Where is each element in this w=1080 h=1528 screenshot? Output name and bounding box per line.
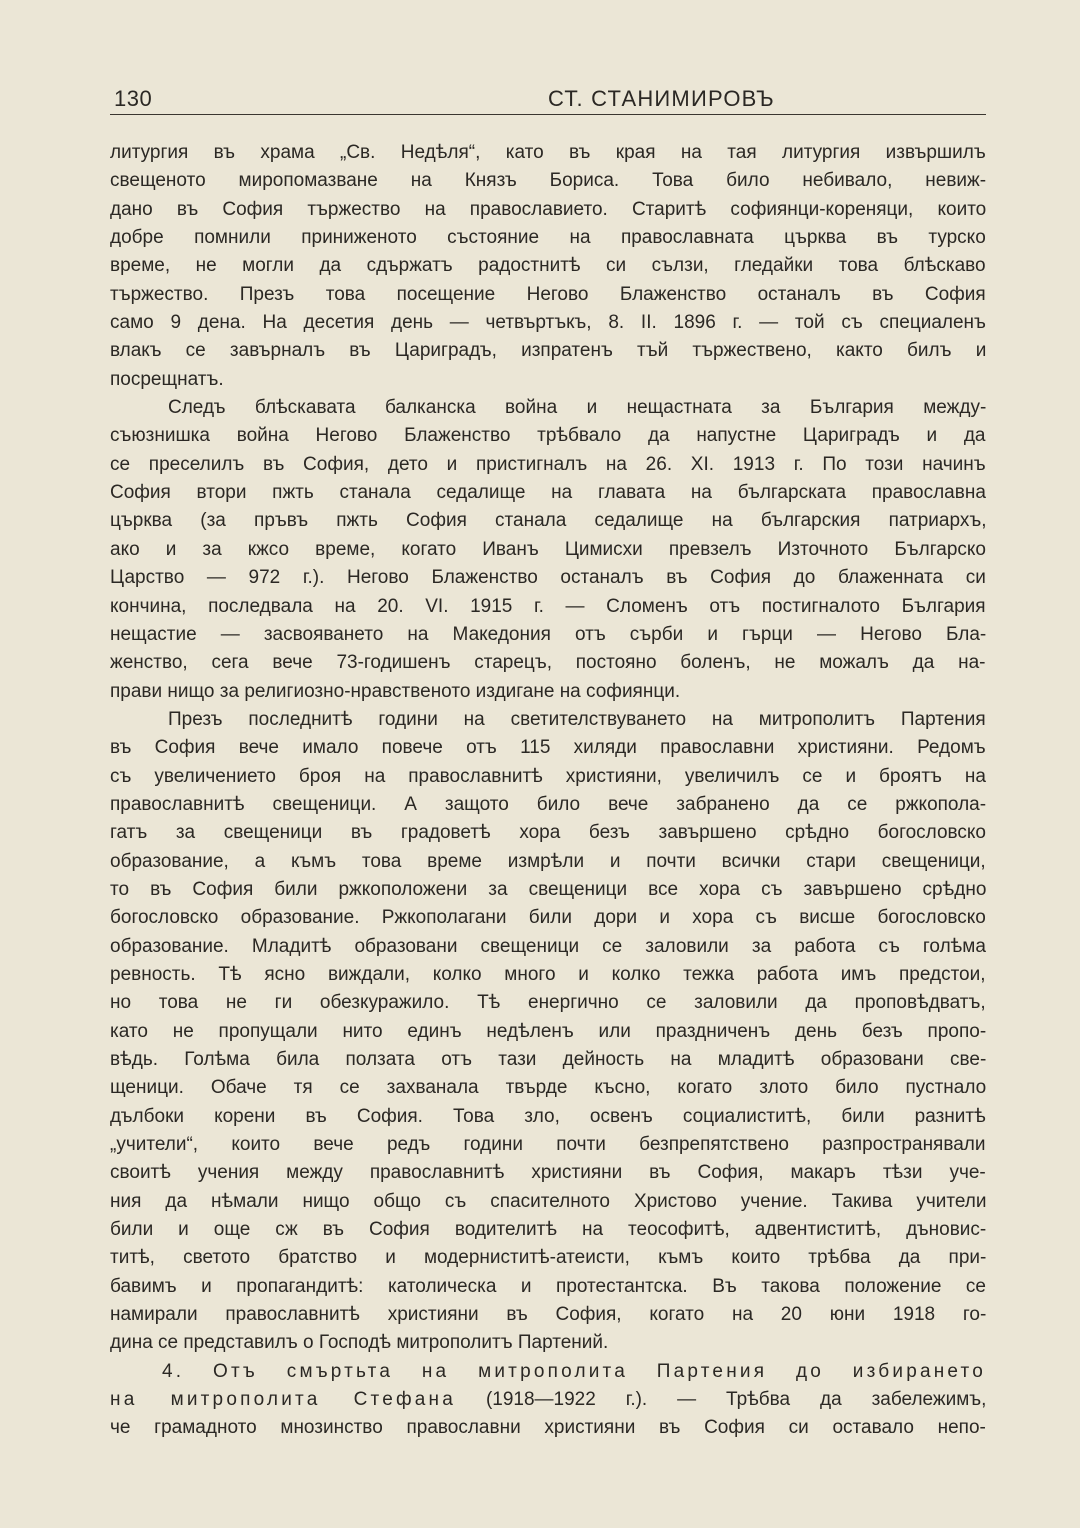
text-line: нещастие — засвояването на Македония отъ сърби и гърци — Негово Бла- <box>110 623 987 645</box>
text-line: дано въ София тържество на православието. Старитѣ софиянци-кореняци, които <box>110 198 987 220</box>
text-line: своитѣ учения между православнитѣ християни въ София, макаръ тѣзи уче- <box>110 1162 986 1184</box>
text-line: време, не могли да сдържатъ радостнитѣ си сълзи, гледайки това блѣскаво <box>110 255 986 277</box>
text-line: София втори пжть станала седалище на главата на българската православна <box>110 482 986 504</box>
text-line: образование, а къмъ това време измрѣли и почти всички стари свещеници, <box>110 850 986 872</box>
text-line: гатъ за свещеници въ градоветѣ хора безъ завършено срѣдно богословско <box>110 822 986 844</box>
text-line: дина се представилъ о Господѣ митрополитъ Партений. <box>110 1332 609 1354</box>
running-head: СТ. СТАНИМИРОВЪ <box>548 86 775 111</box>
text-line: добре помнили приниженото състояние на православната църква въ турско <box>110 227 986 249</box>
text-line: въ София вече имало повече отъ 115 хиляди православни християни. Редомъ <box>110 737 986 759</box>
text-line: титѣ, светото братство и модерниститѣ-атеисти, къмъ които трѣбва да при- <box>110 1247 987 1269</box>
text-line: влакъ се завърналъ въ Цариградъ, изпратенъ тъй тържествено, както билъ и <box>110 340 987 362</box>
text-line: като не пропущали нито единъ недѣленъ или праздниченъ день безъ пропо- <box>110 1020 987 1042</box>
text-line: литургия въ храма „Св. Недѣля“, като въ края на тая литургия извършилъ <box>110 142 986 163</box>
text-line: ако и за кжсо време, когато Иванъ Цимисхи превзелъ Източното Българско <box>110 538 986 560</box>
text-line: се преселилъ въ София, дето и пристигналъ на 26. XI. 1913 г. По този начинъ <box>110 453 986 475</box>
text-line: че грамадното мнозинство православни християни въ София си оставало непо- <box>110 1417 986 1439</box>
text-line: ревность. Тѣ ясно виждали, колко много и колко тежка работа имъ предстои, <box>110 963 986 985</box>
text-line: „учители“, които вече редъ години почти безпрепятствено разпространявали <box>110 1134 986 1156</box>
text-line: съюзнишка война Негово Блаженство трѣбвало да напустне Цариградъ и да <box>110 425 986 447</box>
text-line: ния да нѣмали нищо общо съ спасителното Христово учение. Такива учители <box>110 1190 987 1212</box>
text-line: женство, сега вече 73-годишенъ старецъ, постояно боленъ, не можалъ да на- <box>110 652 986 674</box>
text-line: съ увеличението броя на православнитѣ християни, увеличилъ се и броятъ на <box>110 765 986 787</box>
page-number: 130 <box>114 86 153 111</box>
section-heading-rest: (1918—1922 г.). — Трѣбва да забележимъ, <box>456 1389 987 1411</box>
text-line: то въ София били ржкоположени за свещеници все хора съ завършено срѣдно <box>110 878 987 900</box>
text-line: посрещнатъ. <box>110 368 224 390</box>
text-line: дълбоки корени въ София. Това зло, освенъ социалиститѣ, били разнитѣ <box>110 1105 986 1127</box>
text-line: били и още сж въ София водителитѣ на теософитѣ, адвентиститѣ, дъновис- <box>110 1219 987 1241</box>
text-line: вѣдь. Голѣма била ползата отъ тази дейность на младитѣ образовани све- <box>110 1049 987 1070</box>
body-text <box>110 139 986 1443</box>
text-line: бавимъ и пропагандитѣ: католическа и протестантска. Въ такова положение се <box>110 1275 986 1297</box>
paragraph-start-line: Следъ блѣскавата балканска война и нещастната за България между- <box>168 397 987 419</box>
text-line: но това не ги обезкуражило. Тѣ енергично се заловили да проповѣдватъ, <box>110 992 986 1014</box>
text-line: прави нищо за религиозно-нравственото издигане на софиянци. <box>110 680 681 702</box>
text-line: богословско образование. Ржкополагани били дори и хора съ висше богословско <box>110 907 986 929</box>
text-line: образование. Младитѣ образовани свещеници се заловили за работа съ голѣма <box>110 935 986 957</box>
text-line: църква (за пръвъ пжть София станала седалище на българския патриархъ, <box>110 510 987 532</box>
page-header <box>110 84 986 115</box>
text-line: тържество. Презъ това посещение Негово Блаженство останалъ въ София <box>110 283 986 305</box>
text-line: само 9 дена. На десетия день — четвъртъкъ, 8. II. 1896 г. — той съ специаленъ <box>110 312 986 334</box>
text-line: православнитѣ свещеници. А защото било вече забранено да се ржкопола- <box>110 793 987 815</box>
text-line: свещеното миропомазване на Князъ Бориса. Това било небивало, невиж- <box>110 170 987 192</box>
text-line: кончина, последвала на 20. VI. 1915 г. — Сломенъ отъ постигналото България <box>110 595 986 617</box>
text-line: щеници. Обаче тя се захванала твърде късно, когато злото било пустнало <box>110 1077 987 1099</box>
text-line: Царство — 972 г.). Негово Блаженство останалъ въ София до блаженната си <box>110 567 986 589</box>
text-line: намирали православнитѣ християни въ София, когато на 20 юни 1918 го- <box>110 1304 987 1326</box>
section-heading-line-2 <box>110 1386 986 1414</box>
section-heading-spaced: на митрополита Стефана <box>110 1389 457 1411</box>
section-heading-line: 4. Отъ смъртьта на митрополита Партения до избирането <box>162 1360 987 1382</box>
paragraph-start-line: Презъ последнитѣ години на светителствуването на митрополитъ Партения <box>168 708 986 730</box>
